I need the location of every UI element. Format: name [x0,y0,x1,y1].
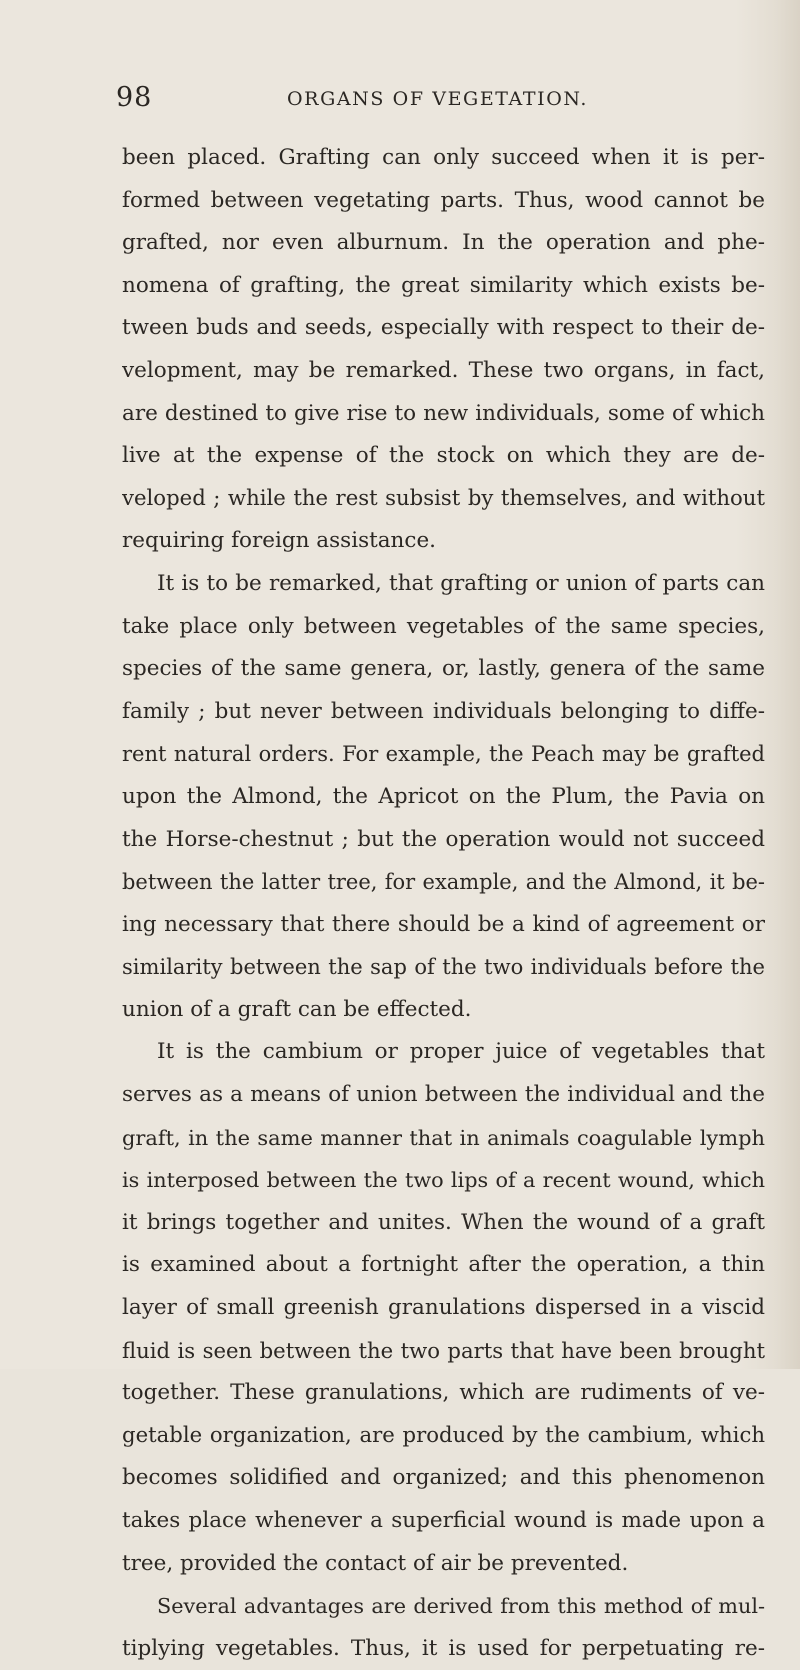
text-line: ing necessary that there should be a kind of agreement or [122,911,765,937]
text-line: take place only between vegetables of the same species, [122,613,765,639]
text-line: tree, provided the contact of air be prevented. [122,1550,629,1576]
text-line: graft, in the same manner that in animals coagulable lymph [122,1125,765,1150]
text-line: getable organization, are produced by the cambium, which [122,1422,765,1448]
text-line: is interposed between the two lips of a recent wound, which [122,1168,765,1193]
text-line: formed between vegetating parts. Thus, wood cannot be [122,187,765,213]
text-line: together. These granulations, which are rudiments of ve- [122,1380,765,1406]
text-line: It is the cambium or proper juice of vegetables that [157,1039,765,1065]
text-line: nomena of grafting, the great similarity which exists be- [122,272,765,298]
text-line: veloped ; while the rest subsist by themselves, and without [122,485,765,511]
running-head: ORGANS OF VEGETATION. [287,88,589,110]
text-line: becomes solidified and organized; and this phenomenon [122,1465,765,1491]
text-line: between the latter tree, for example, and the Almond, it be- [122,870,765,895]
page-number: 98 [116,82,153,113]
text-line: live at the expense of the stock on which they are de- [122,443,765,469]
text-line: tiplying vegetables. Thus, it is used for perpetuating re- [122,1635,765,1661]
text-line: similarity between the sap of the two individuals before the [122,954,765,980]
text-line: species of the same genera, or, lastly, genera of the same [122,656,765,682]
text-line: layer of small greenish granulations dispersed in a viscid [122,1295,765,1321]
text-line: takes place whenever a superficial wound is made upon a [122,1508,765,1533]
text-line: It is to be remarked, that grafting or union of parts can [157,570,765,596]
text-line: grafted, nor even alburnum. In the operation and phe- [122,230,765,256]
text-line: rent natural orders. For example, the Peach may be grafted [122,741,765,767]
text-line: it brings together and unites. When the wound of a graft [122,1209,765,1235]
body-text [122,137,765,1670]
text-line: fluid is seen between the two parts that have been brought [122,1337,765,1363]
text-line: are destined to give rise to new individuals, some of which [122,400,765,426]
text-line: union of a graft can be effected. [122,996,472,1022]
text-line: family ; but never between individuals belonging to diffe- [122,698,765,724]
text-line: the Horse-chestnut ; but the operation would not succeed [122,826,765,852]
text-line: Several advantages are derived from this method of mul- [157,1594,765,1619]
page-header [116,82,716,122]
text-line: been placed. Grafting can only succeed when it is per- [122,145,765,170]
text-line: is examined about a fortnight after the operation, a thin [122,1252,765,1278]
text-line: velopment, may be remarked. These two organs, in fact, [122,357,765,383]
text-line: requiring foreign assistance. [122,528,437,554]
text-line: upon the Almond, the Apricot on the Plum, the Pavia on [122,783,765,809]
text-line: serves as a means of union between the individual and the [122,1082,765,1108]
text-line: tween buds and seeds, especially with respect to their de- [122,315,765,341]
